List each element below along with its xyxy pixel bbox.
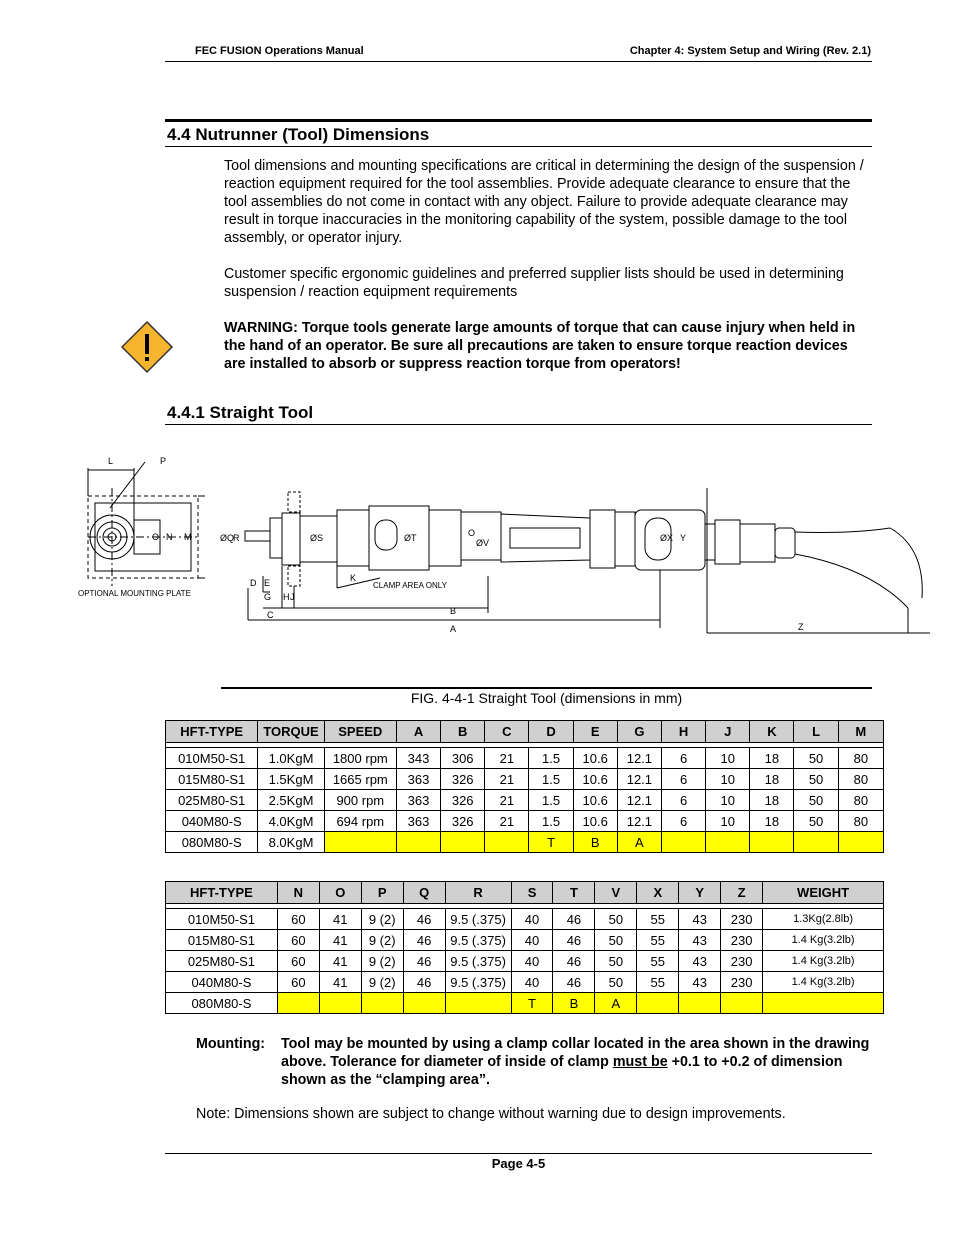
table-cell: 80 bbox=[838, 790, 883, 811]
table2-header-s: S bbox=[511, 882, 553, 904]
table-cell: 1.5 bbox=[529, 769, 573, 790]
table1-header-c: C bbox=[485, 721, 529, 743]
table-cell: T bbox=[511, 993, 553, 1014]
section-bottom-rule bbox=[165, 146, 872, 147]
table2-header-q: Q bbox=[403, 882, 445, 904]
table-cell: 21 bbox=[485, 811, 529, 832]
table-row bbox=[166, 748, 884, 769]
subsection-rule bbox=[165, 424, 872, 425]
label-A: A bbox=[450, 624, 457, 634]
label-Y: Y bbox=[680, 533, 687, 543]
table-cell: 40 bbox=[511, 909, 553, 930]
table1-header-h: H bbox=[661, 721, 705, 743]
table-cell: 46 bbox=[553, 930, 595, 951]
table-cell: 9.5 (.375) bbox=[445, 930, 511, 951]
table-cell: 55 bbox=[637, 909, 679, 930]
label-T: ØT bbox=[404, 533, 417, 543]
table-cell: 12.1 bbox=[617, 748, 661, 769]
table-cell: 6 bbox=[661, 790, 705, 811]
table2-header-hft-type: HFT-TYPE bbox=[166, 882, 278, 904]
table-cell: 12.1 bbox=[617, 769, 661, 790]
table-cell: 55 bbox=[637, 972, 679, 993]
table-cell: 9 (2) bbox=[361, 951, 403, 972]
label-L: L bbox=[108, 456, 114, 466]
table-cell bbox=[661, 832, 705, 853]
table-cell: 21 bbox=[485, 769, 529, 790]
label-E: E bbox=[264, 578, 271, 588]
table-cell: 343 bbox=[396, 748, 440, 769]
table-cell bbox=[361, 993, 403, 1014]
label-B: B bbox=[450, 606, 457, 616]
table-cell: 1.5 bbox=[529, 790, 573, 811]
table-cell: 10 bbox=[706, 790, 750, 811]
table-cell: 18 bbox=[750, 769, 794, 790]
table-cell: 040M80-S bbox=[166, 811, 258, 832]
table-cell bbox=[441, 832, 485, 853]
table-row bbox=[166, 930, 884, 951]
table-cell: 2.5KgM bbox=[258, 790, 324, 811]
table-cell bbox=[794, 832, 838, 853]
table1-header-l: L bbox=[794, 721, 838, 743]
table-cell: 60 bbox=[277, 972, 319, 993]
page-number: Page 4-5 bbox=[491, 1156, 546, 1171]
table-cell bbox=[838, 832, 883, 853]
table-cell: 4.0KgM bbox=[258, 811, 324, 832]
table-cell: 60 bbox=[277, 909, 319, 930]
label-N: N bbox=[166, 532, 173, 542]
table-cell: 010M50-S1 bbox=[166, 909, 278, 930]
table-cell: 9 (2) bbox=[361, 930, 403, 951]
table-cell: 55 bbox=[637, 930, 679, 951]
table-cell: 363 bbox=[396, 769, 440, 790]
table-cell bbox=[706, 832, 750, 853]
label-D: D bbox=[250, 578, 257, 588]
mounting-text-pre: Tool may be mounted by using a clamp collar located in the area shown in the drawing above. Tolerance for diameter of inside of clamp bbox=[281, 1036, 870, 1070]
dimensions-table-2 bbox=[165, 881, 884, 1014]
table-cell: 6 bbox=[661, 811, 705, 832]
mounting-label: Mounting: bbox=[196, 1036, 266, 1052]
table-cell: 1.4 Kg(3.2lb) bbox=[763, 951, 884, 972]
table-cell: 306 bbox=[441, 748, 485, 769]
table-cell: 12.1 bbox=[617, 811, 661, 832]
table-cell bbox=[679, 993, 721, 1014]
table-cell: 1.0KgM bbox=[258, 748, 324, 769]
table-cell: 12.1 bbox=[617, 790, 661, 811]
table-cell: 43 bbox=[679, 951, 721, 972]
table-cell: 1.5 bbox=[529, 748, 573, 769]
table-cell: 10.6 bbox=[573, 811, 617, 832]
table-cell: 10 bbox=[706, 769, 750, 790]
table2-header-o: O bbox=[319, 882, 361, 904]
table-cell: 46 bbox=[553, 951, 595, 972]
table-cell: 41 bbox=[319, 972, 361, 993]
table-cell: 21 bbox=[485, 748, 529, 769]
table-cell: 43 bbox=[679, 972, 721, 993]
tool-side-view bbox=[245, 488, 930, 633]
table-cell: 1.5KgM bbox=[258, 769, 324, 790]
label-C: C bbox=[267, 610, 274, 620]
mounting-text-underlined: must be bbox=[612, 1054, 668, 1070]
label-O: O bbox=[152, 532, 160, 542]
table-cell: 18 bbox=[750, 748, 794, 769]
table-cell: 60 bbox=[277, 951, 319, 972]
table-cell: 40 bbox=[511, 972, 553, 993]
mounting-text-post: +0.1 to +0.2 of dimension shown as the “clamping area”. bbox=[281, 1054, 843, 1088]
header-chapter: Chapter 4: System Setup and Wiring (Rev. 2.1) bbox=[629, 45, 871, 57]
table-cell: 18 bbox=[750, 790, 794, 811]
table2-header-v: V bbox=[595, 882, 637, 904]
table-cell: 9.5 (.375) bbox=[445, 972, 511, 993]
table2-header-x: X bbox=[637, 882, 679, 904]
table-cell: 50 bbox=[794, 748, 838, 769]
warning-text: WARNING: Torque tools generate large amounts of torque that can cause injury when held in the hand of an operator. Be sure all precautions are taken to ensure torque reaction devices are installed to absorb or suppress reaction torque from operators! bbox=[224, 320, 856, 372]
table-cell: B bbox=[553, 993, 595, 1014]
figure-rule bbox=[221, 687, 872, 689]
label-Q: ØQ bbox=[220, 533, 235, 543]
table-cell: 50 bbox=[595, 972, 637, 993]
table-cell: 025M80-S1 bbox=[166, 951, 278, 972]
figure-caption: FIG. 4-4-1 Straight Tool (dimensions in mm) bbox=[410, 690, 683, 706]
section-title: 4.4 Nutrunner (Tool) Dimensions bbox=[167, 125, 430, 144]
table-cell bbox=[750, 832, 794, 853]
label-Z: Z bbox=[798, 622, 804, 632]
table-row bbox=[166, 790, 884, 811]
table-cell bbox=[721, 993, 763, 1014]
table-cell: 10.6 bbox=[573, 769, 617, 790]
table2-header-row bbox=[166, 882, 884, 904]
table-cell: 9 (2) bbox=[361, 972, 403, 993]
table1-header-j: J bbox=[706, 721, 750, 743]
table-cell: 8.0KgM bbox=[258, 832, 324, 853]
table1-header-hft-type: HFT-TYPE bbox=[166, 721, 258, 743]
table-cell bbox=[396, 832, 440, 853]
table-cell: 46 bbox=[403, 909, 445, 930]
table-cell: 10.6 bbox=[573, 748, 617, 769]
table2-header-r: R bbox=[445, 882, 511, 904]
label-clamp-area: CLAMP AREA ONLY bbox=[373, 581, 447, 590]
table-cell: 18 bbox=[750, 811, 794, 832]
table-cell: 10 bbox=[706, 811, 750, 832]
ergonomic-paragraph: Customer specific ergonomic guidelines and preferred supplier lists should be used in determining suspension / reaction equipment requirements bbox=[224, 266, 844, 300]
label-S: ØS bbox=[310, 533, 324, 543]
table-cell: 230 bbox=[721, 930, 763, 951]
table-cell: A bbox=[595, 993, 637, 1014]
table-cell: 1665 rpm bbox=[324, 769, 396, 790]
table-cell: 43 bbox=[679, 930, 721, 951]
table-cell: 43 bbox=[679, 909, 721, 930]
table-cell: 21 bbox=[485, 790, 529, 811]
table1-header-row bbox=[166, 721, 884, 743]
header-rule bbox=[165, 61, 872, 62]
table-row bbox=[166, 832, 884, 853]
table-cell bbox=[637, 993, 679, 1014]
table2-header-p: P bbox=[361, 882, 403, 904]
table-cell: 363 bbox=[396, 790, 440, 811]
table1-header-speed: SPEED bbox=[324, 721, 396, 743]
mounting-plate-view bbox=[88, 462, 205, 586]
table-cell: 41 bbox=[319, 930, 361, 951]
table-cell: 41 bbox=[319, 909, 361, 930]
label-V: ØV bbox=[476, 538, 490, 548]
table-cell: 1.4 Kg(3.2lb) bbox=[763, 972, 884, 993]
table-row bbox=[166, 811, 884, 832]
table-cell: 025M80-S1 bbox=[166, 790, 258, 811]
label-J: J bbox=[290, 592, 295, 602]
table-cell: 363 bbox=[396, 811, 440, 832]
table-cell: T bbox=[529, 832, 573, 853]
table-cell: 10.6 bbox=[573, 790, 617, 811]
table-cell: 6 bbox=[661, 769, 705, 790]
table-cell bbox=[277, 993, 319, 1014]
table1-header-d: D bbox=[529, 721, 573, 743]
table1-header-e: E bbox=[573, 721, 617, 743]
table-cell: 015M80-S1 bbox=[166, 769, 258, 790]
table-cell bbox=[324, 832, 396, 853]
table-row bbox=[166, 993, 884, 1014]
table-cell: 1.4 Kg(3.2lb) bbox=[763, 930, 884, 951]
table-cell: 80 bbox=[838, 769, 883, 790]
table-cell: 1.5 bbox=[529, 811, 573, 832]
table1-header-k: K bbox=[750, 721, 794, 743]
table-cell: 326 bbox=[441, 769, 485, 790]
table2-header-t: T bbox=[553, 882, 595, 904]
table-cell: 40 bbox=[511, 930, 553, 951]
table-cell: 900 rpm bbox=[324, 790, 396, 811]
label-mounting-plate: OPTIONAL MOUNTING PLATE bbox=[78, 589, 191, 598]
table-cell: 230 bbox=[721, 951, 763, 972]
label-X: ØX bbox=[660, 533, 674, 543]
table-cell: 6 bbox=[661, 748, 705, 769]
table-cell: 9.5 (.375) bbox=[445, 909, 511, 930]
table-cell bbox=[485, 832, 529, 853]
table-cell bbox=[403, 993, 445, 1014]
table2-header-n: N bbox=[277, 882, 319, 904]
table-cell: B bbox=[573, 832, 617, 853]
table-cell: 010M50-S1 bbox=[166, 748, 258, 769]
subsection-title: 4.4.1 Straight Tool bbox=[167, 403, 314, 422]
table-cell: 326 bbox=[441, 790, 485, 811]
table-row bbox=[166, 909, 884, 930]
table1-header-a: A bbox=[396, 721, 440, 743]
intro-paragraph: Tool dimensions and mounting specifications are critical in determining the design of the suspension / reaction equipment required for the tool assemblies. Provide adequate clearance to ensure that the tool assemblies do not come in contact with any object. Failure to provide adequate clearance may result in torque inaccuracies in the monitoring capability of the system, possible damage to the tool assembly, or operator injury. bbox=[224, 158, 864, 246]
table-cell: 694 rpm bbox=[324, 811, 396, 832]
table-row bbox=[166, 769, 884, 790]
table-cell: 1800 rpm bbox=[324, 748, 396, 769]
table-cell: 80 bbox=[838, 811, 883, 832]
table-cell: A bbox=[617, 832, 661, 853]
table2-header-y: Y bbox=[679, 882, 721, 904]
table1-header-m: M bbox=[838, 721, 883, 743]
table-cell: 46 bbox=[403, 930, 445, 951]
table-cell bbox=[763, 993, 884, 1014]
label-H: H bbox=[283, 592, 290, 602]
table-cell bbox=[445, 993, 511, 1014]
label-R: R bbox=[233, 533, 240, 543]
table-cell: 10 bbox=[706, 748, 750, 769]
table-cell: 015M80-S1 bbox=[166, 930, 278, 951]
table1-header-b: B bbox=[441, 721, 485, 743]
table-cell: 60 bbox=[277, 930, 319, 951]
table2-header-weight: WEIGHT bbox=[763, 882, 884, 904]
table-cell: 55 bbox=[637, 951, 679, 972]
table-cell: 40 bbox=[511, 951, 553, 972]
table-cell: 46 bbox=[403, 972, 445, 993]
table1-header-g: G bbox=[617, 721, 661, 743]
label-OV: O bbox=[468, 528, 476, 538]
table-cell: 41 bbox=[319, 951, 361, 972]
table-cell: 80 bbox=[838, 748, 883, 769]
table-cell: 040M80-S bbox=[166, 972, 278, 993]
section-top-rule bbox=[165, 119, 872, 122]
table-cell: 1.3Kg(2.8lb) bbox=[763, 909, 884, 930]
table2-header-z: Z bbox=[721, 882, 763, 904]
label-K: K bbox=[350, 573, 357, 583]
table-row bbox=[166, 951, 884, 972]
table-cell: 50 bbox=[595, 909, 637, 930]
table-cell: 230 bbox=[721, 972, 763, 993]
table-cell: 50 bbox=[794, 790, 838, 811]
table-cell: 080M80-S bbox=[166, 832, 258, 853]
design-note: Note: Dimensions shown are subject to change without warning due to design improvements. bbox=[196, 1106, 786, 1122]
table-cell bbox=[319, 993, 361, 1014]
mounting-text bbox=[281, 1035, 873, 1089]
table-cell: 46 bbox=[403, 951, 445, 972]
table-cell: 46 bbox=[553, 909, 595, 930]
table-cell: 50 bbox=[794, 811, 838, 832]
table-cell: 326 bbox=[441, 811, 485, 832]
dimensions-table-1 bbox=[165, 720, 884, 853]
table-cell: 50 bbox=[595, 930, 637, 951]
footer-rule bbox=[165, 1153, 872, 1154]
table-cell: 080M80-S bbox=[166, 993, 278, 1014]
warning-diamond-icon bbox=[120, 320, 174, 374]
table-cell: 9.5 (.375) bbox=[445, 951, 511, 972]
table-cell: 9 (2) bbox=[361, 909, 403, 930]
table-cell: 230 bbox=[721, 909, 763, 930]
label-P: P bbox=[160, 456, 167, 466]
table-row bbox=[166, 972, 884, 993]
table-cell: 50 bbox=[595, 951, 637, 972]
table-cell: 46 bbox=[553, 972, 595, 993]
label-G: G bbox=[264, 592, 272, 602]
header-manual-title: FEC FUSION Operations Manual bbox=[195, 45, 364, 57]
table-cell: 50 bbox=[794, 769, 838, 790]
table1-header-torque: TORQUE bbox=[258, 721, 324, 743]
label-M: M bbox=[184, 532, 192, 542]
straight-tool-drawing bbox=[70, 448, 930, 648]
